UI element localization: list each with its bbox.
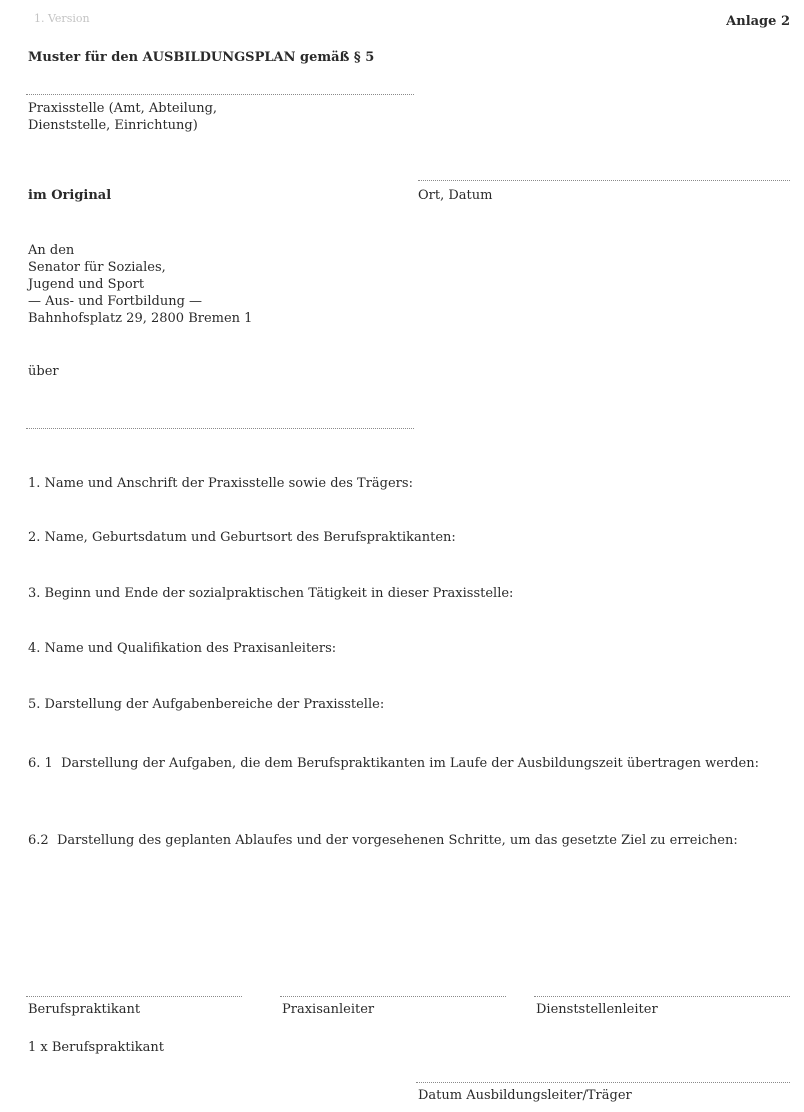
- via-label: über: [28, 364, 59, 379]
- recipient-address: An den Senator für Soziales, Jugend und Sport — Aus- und Fortbildung — Bahnhofsplatz 29, 2800 Bremen 1: [28, 243, 253, 326]
- original-label: im Original: [28, 188, 112, 203]
- via-line: [26, 428, 414, 429]
- signature-line-leiter: [534, 996, 790, 997]
- section-5: 5. Darstellung der Aufgabenbereiche der Praxisstelle:: [28, 697, 385, 712]
- section-2: 2. Name, Geburtsdatum und Geburtsort des Berufspraktikanten:: [28, 530, 456, 545]
- annex-label: Anlage 2: [726, 14, 790, 29]
- signature-line-anleiter: [280, 996, 506, 997]
- signature-line-final: [416, 1082, 790, 1083]
- document-title: Muster für den AUSBILDUNGSPLAN gemäß § 5: [28, 50, 375, 65]
- ort-datum-line: [418, 180, 790, 181]
- signature-praktikant: Berufspraktikant: [28, 1002, 141, 1017]
- praxisstelle-label: Praxisstelle (Amt, Abteilung, Dienststelle, Einrichtung): [28, 101, 218, 133]
- signature-leiter: Dienststellenleiter: [536, 1002, 658, 1017]
- praxisstelle-line: [26, 94, 414, 95]
- signature-anleiter: Praxisanleiter: [282, 1002, 375, 1017]
- distribution-note: 1 x Berufspraktikant: [28, 1040, 164, 1055]
- signature-final: Datum Ausbildungsleiter/Träger: [418, 1088, 632, 1103]
- section-1: 1. Name und Anschrift der Praxisstelle sowie des Trägers:: [28, 476, 413, 491]
- section-4: 4. Name und Qualifikation des Praxisanleiters:: [28, 641, 337, 656]
- section-6-2: 6.2 Darstellung des geplanten Ablaufes und der vorgesehenen Schritte, um das gesetzte Ziel zu erreichen:: [28, 833, 738, 848]
- section-3: 3. Beginn und Ende der sozialpraktischen Tätigkeit in dieser Praxisstelle:: [28, 586, 514, 601]
- section-6-1: 6. 1 Darstellung der Aufgaben, die dem Berufspraktikanten im Laufe der Ausbildungszeit übertragen werden:: [28, 756, 759, 771]
- ort-datum-label: Ort, Datum: [418, 188, 493, 203]
- corner-mark: 1. Version: [34, 12, 90, 25]
- signature-line-praktikant: [26, 996, 242, 997]
